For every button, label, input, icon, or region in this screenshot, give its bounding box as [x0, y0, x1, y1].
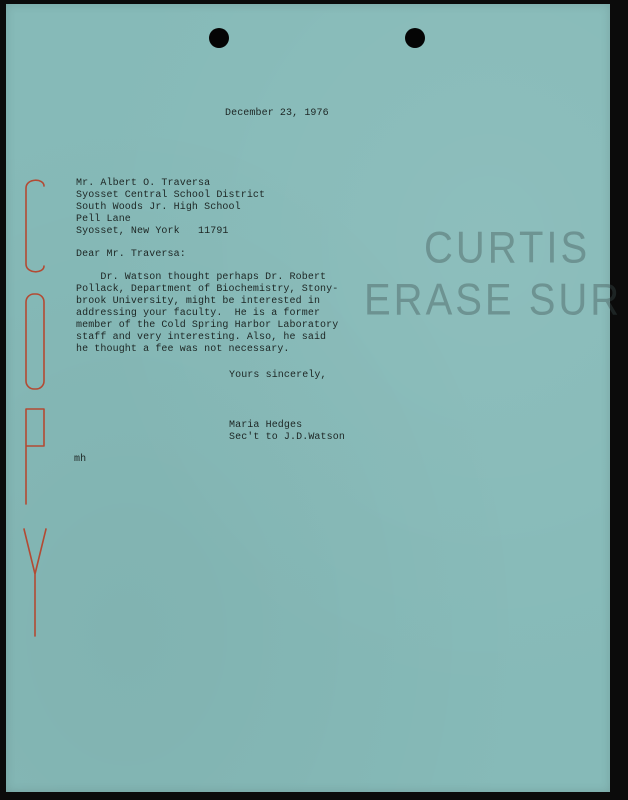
- body-line: Dr. Watson thought perhaps Dr. Robert: [76, 272, 327, 283]
- watermark-line-1: CURTIS: [424, 223, 591, 273]
- letter-body: [76, 272, 338, 356]
- punch-hole-right: [405, 28, 425, 48]
- body-line: brook University, might be interested in: [76, 296, 321, 307]
- body-line: Pollack, Department of Biochemistry, Stony-: [76, 284, 339, 295]
- typist-initials: mh: [74, 454, 87, 465]
- body-line: staff and very interesting. Also, he said: [76, 332, 327, 343]
- salutation: Dear Mr. Traversa:: [76, 249, 186, 260]
- address-line: Mr. Albert O. Traversa: [76, 178, 211, 189]
- body-line: addressing your faculty. He is a former: [76, 308, 321, 319]
- copy-stamp: [20, 174, 50, 674]
- watermark-line-2: ERASE SUR: [364, 275, 623, 325]
- signature-block: [229, 420, 345, 444]
- address-line: Pell Lane: [76, 214, 131, 225]
- body-line: member of the Cold Spring Harbor Laboratory: [76, 320, 339, 331]
- signer-title: Sec't to J.D.Watson: [229, 432, 345, 443]
- letter-page: [6, 4, 623, 792]
- punch-hole-left: [209, 28, 229, 48]
- body-line: he thought a fee was not necessary.: [76, 344, 290, 355]
- closing: Yours sincerely,: [229, 370, 327, 381]
- letter-date: December 23, 1976: [225, 108, 329, 119]
- recipient-address: [76, 178, 265, 238]
- address-line: South Woods Jr. High School: [76, 202, 241, 213]
- address-line: Syosset, New York 11791: [76, 226, 229, 237]
- address-line: Syosset Central School District: [76, 190, 266, 201]
- signer-name: Maria Hedges: [229, 420, 303, 431]
